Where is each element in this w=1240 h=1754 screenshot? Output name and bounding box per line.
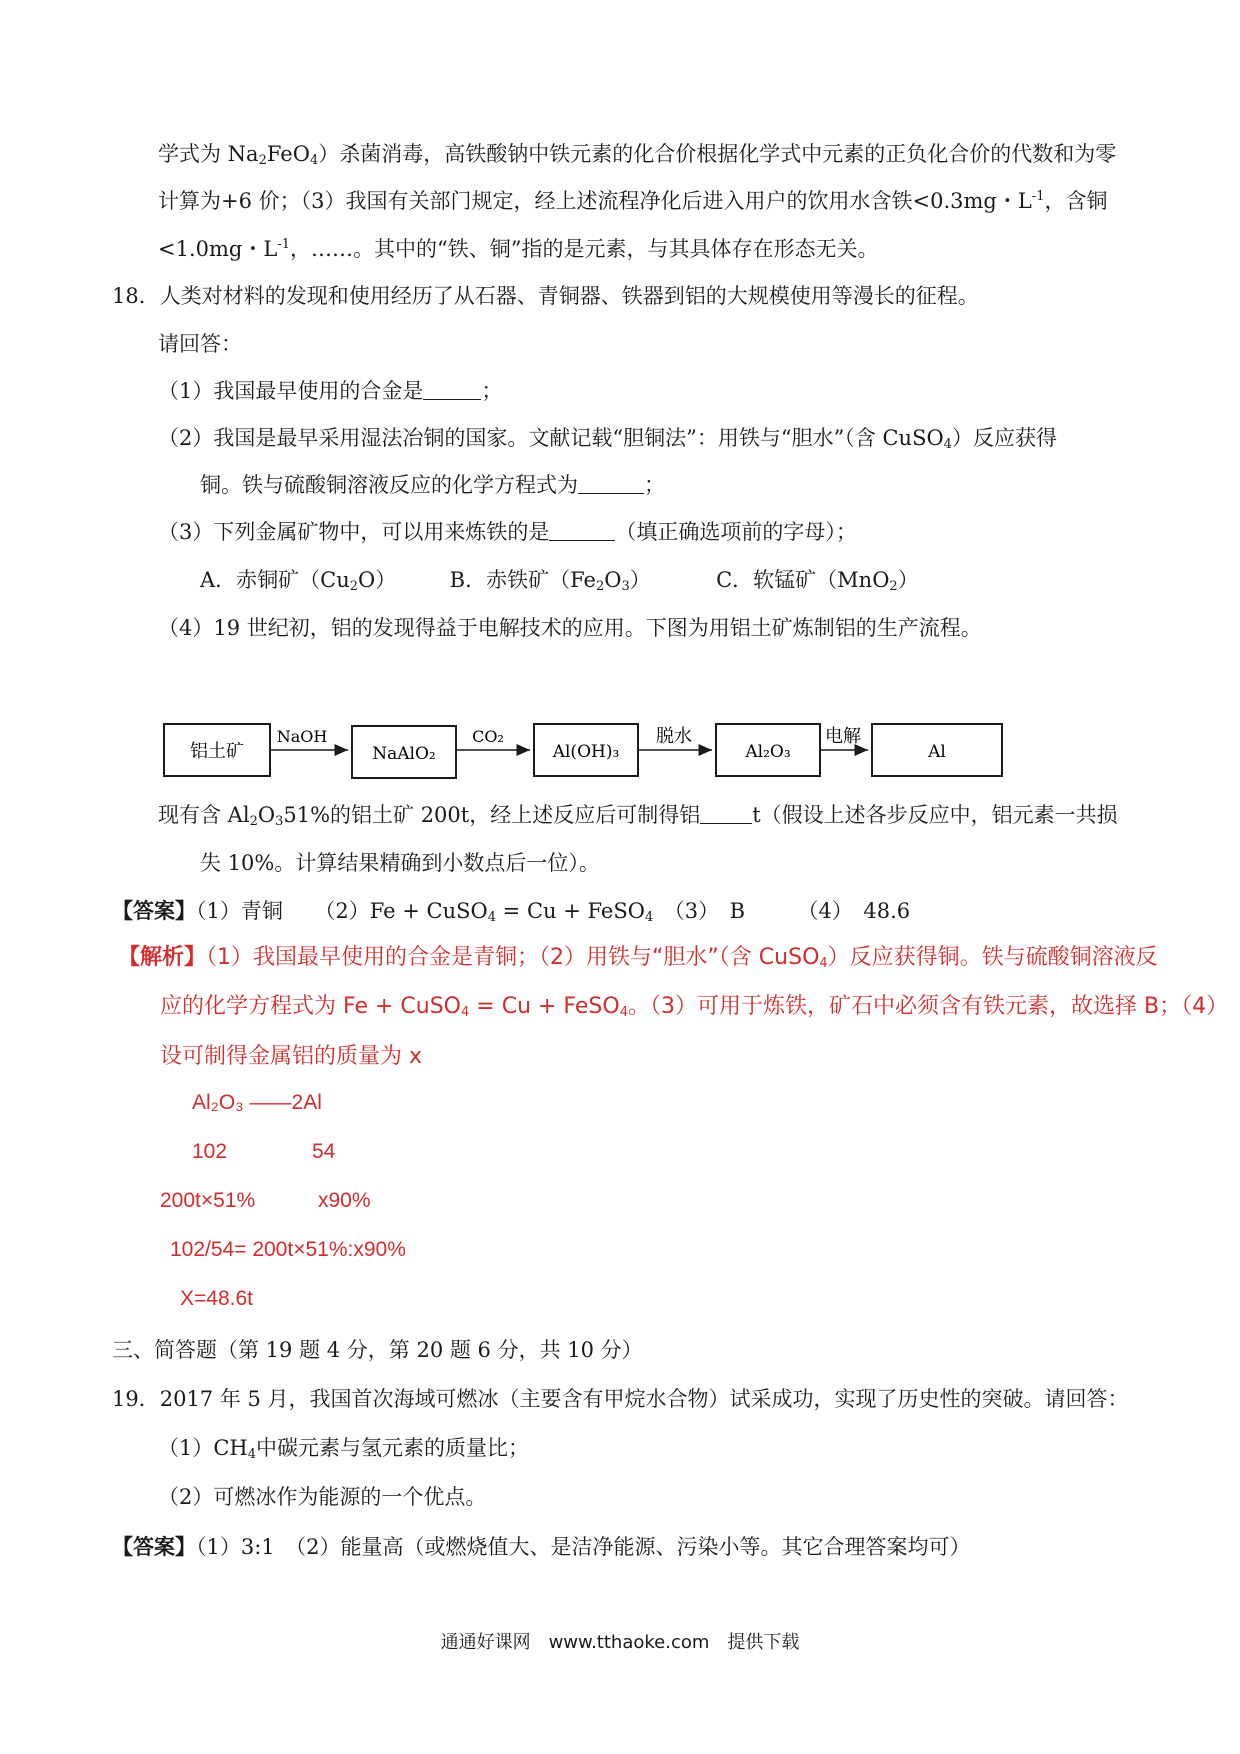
section-3-title: 三、简答题（第 19 题 4 分，第 20 题 6 分，共 10 分） (112, 1338, 643, 1362)
calc-mass-x: x90% (318, 1189, 371, 1212)
calc-equation: Al₂O₃ ——2Al (192, 1091, 322, 1114)
calc-molar-al: 54 (312, 1140, 336, 1163)
svg-text:铝土矿: 铝土矿 (190, 741, 244, 762)
calc-result: X=48.6t (180, 1287, 253, 1310)
svg-text:Al: Al (928, 742, 946, 762)
calc-mass-ore: 200t×51% (160, 1189, 256, 1212)
answer-blank (700, 803, 752, 824)
q19-answer: 【答案】（1）3:1 （2）能量高（或燃烧值大、是洁净能源、污染小等。其它合理答案均可） (112, 1534, 971, 1559)
answer-blank (423, 379, 481, 400)
q18-calc-line1: 现有含 $Al_2O_351\%$的铝土矿 200t，经上述反应后可制得铝 t（假设上述各步反应中，铝元素一共损 (158, 803, 1118, 829)
prev-line-3: <1.0mg・$L^{-1}$，……。其中的“铁、铜”指的是元素，与其具体存在形态无关。 (158, 237, 879, 261)
flow-box-naalo2 (352, 726, 456, 778)
svg-text:Al(OH)₃: Al(OH)₃ (552, 742, 620, 762)
calc-ratio: 102/54= 200t×51%:x90% (170, 1238, 406, 1261)
q19-part2: （2）可燃冰作为能源的一个优点。 (158, 1485, 487, 1509)
flow-arrow-1-label: NaOH (276, 727, 328, 746)
svg-text:Al₂O₃: Al₂O₃ (745, 742, 791, 762)
answer-blank (578, 473, 644, 494)
q18-answer: 【答案】（1）青铜 （2）Fe + CuSO$_4$ = Cu + FeSO$_4$ （3） B （4） 48.6 (112, 898, 911, 925)
q18-part2-line1: （2）我国是最早采用湿法冶铜的国家。文献记载“胆铜法”：用铁与“胆水”（含 CuSO$_4$）反应获得 (158, 426, 1057, 452)
option-c: C．软锰矿（MnO$_2$） (716, 568, 919, 594)
flow-arrow-3-label: 脱水 (656, 726, 692, 747)
q18-prompt: 请回答： (158, 332, 242, 356)
flow-box-al (872, 724, 1002, 776)
q18-options (200, 566, 919, 594)
q18-calc-line2: 失 10%。计算结果精确到小数点后一位）。 (200, 851, 600, 875)
flow-box-bauxite (164, 724, 270, 776)
q18-analysis-line2: 应的化学方程式为 Fe + CuSO$_4$ = Cu + FeSO$_4$。（3）可用于炼铁，矿石中必须含有铁元素，故选择 B；（4） (160, 994, 1229, 1020)
flow-arrow-4-label: 电解 (825, 726, 861, 747)
answer-tag: 【答案】 (112, 898, 196, 923)
option-b: B．赤铁矿$(Fe_2O_3)$ (449, 568, 651, 594)
q18-part3: （3）下列金属矿物中，可以用来炼铁的是 （填正确选项前的字母）； (158, 520, 857, 544)
prev-line-2: 计算为+6 价；（3）我国有关部门规定，经上述流程净化后进入用户的饮用水含铁<0.3mg・$L^{-1}$，含铜 (158, 189, 1108, 213)
q18-analysis-line1: 【解析】（1）我国最早使用的合金是青铜；（2）用铁与“胆水”（含 CuSO$_4$）反应获得铜。铁与硫酸铜溶液反 (118, 945, 1158, 971)
q18-analysis-line3: 设可制得金属铝的质量为 x (160, 1044, 423, 1069)
prev-line-1: 学式为 $Na_2FeO_4$）杀菌消毒，高铁酸钠中铁元素的化合价根据化学式中元素的正负化合价的代数和为零 (158, 142, 1117, 168)
answer-tag: 【答案】 (112, 1534, 196, 1559)
q19-stem: 19．2017 年 5 月，我国首次海域可燃冰（主要含有甲烷水合物）试采成功，实现了历史性的突破。请回答： (112, 1387, 1129, 1411)
q18-part4: （4）19 世纪初，铝的发现得益于电解技术的应用。下图为用铝土矿炼制铝的生产流程。 (158, 616, 982, 640)
q18-part1: （1）我国最早使用的合金是 ； (158, 379, 503, 403)
analysis-tag: 【解析】 (118, 945, 207, 970)
option-a: A．赤铜矿$(Cu_2O)$ (200, 568, 397, 594)
flow-arrow-2-label: CO₂ (472, 727, 504, 746)
calc-molar-al2o3: 102 (192, 1140, 228, 1163)
page-footer: 通通好课网 www.tthaoke.com 提供下载 (440, 1632, 800, 1653)
q19-part1: $(1)CH_4$中碳元素与氢元素的质量比； (158, 1436, 530, 1462)
q18-stem: 18．人类对材料的发现和使用经历了从石器、青铜器、铁器到铝的大规模使用等漫长的征程。 (112, 284, 979, 308)
flow-box-aloh3 (534, 724, 638, 776)
svg-text:NaAlO₂: NaAlO₂ (372, 744, 436, 764)
q18-part2-line2: 铜。铁与硫酸铜溶液反应的化学方程式为 ； (200, 473, 665, 497)
process-flow-diagram (160, 710, 1020, 795)
answer-blank (549, 520, 615, 541)
flow-box-al2o3 (716, 724, 820, 776)
